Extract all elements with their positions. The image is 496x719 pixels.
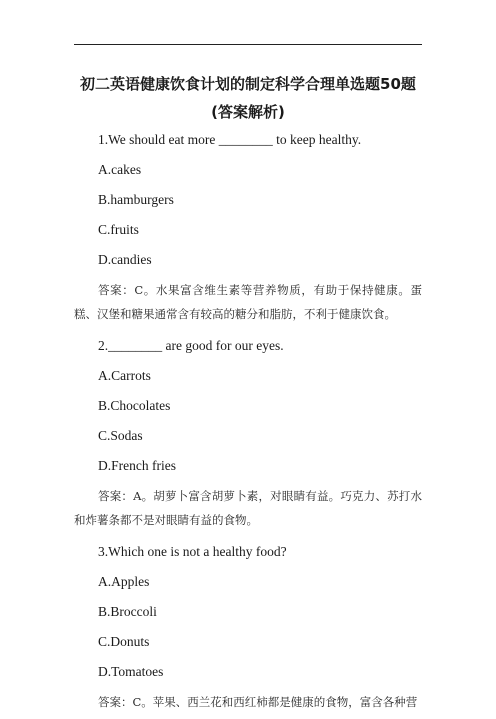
option-c: C.fruits	[98, 222, 139, 237]
question-stem: 2.________ are good for our eyes.	[98, 338, 284, 353]
option-b: B.Broccoli	[98, 604, 157, 619]
option-d: D.candies	[98, 252, 152, 267]
answer-explanation: 答案：C。苹果、西兰花和西红柿都是健康的食物，富含各种营	[98, 695, 418, 709]
question-block	[74, 331, 422, 532]
answer-explanation: 答案：A。胡萝卜富含胡萝卜素，对眼睛有益。巧克力、苏打水和炸薯条都不是对眼睛有益的食物。	[74, 489, 422, 527]
option-a: A.Apples	[98, 574, 150, 589]
option-a: A.Carrots	[98, 368, 151, 383]
option-c: C.Donuts	[98, 634, 150, 649]
option-a: A.cakes	[98, 162, 142, 177]
option-c: C.Sodas	[98, 428, 143, 443]
document-title: 初二英语健康饮食计划的制定科学合理单选题50题(答案解析)	[80, 75, 416, 121]
option-b: B.Chocolates	[98, 398, 171, 413]
question-stem: 3.Which one is not a healthy food?	[98, 544, 287, 559]
option-b: B.hamburgers	[98, 192, 174, 207]
option-d: D.French fries	[98, 458, 176, 473]
answer-explanation: 答案：C。水果富含维生素等营养物质，有助于保持健康。蛋糕、汉堡和糖果通常含有较高的糖分和脂肪，不利于健康饮食。	[74, 283, 422, 321]
question-block	[74, 125, 422, 326]
header-rule	[74, 44, 422, 45]
option-d: D.Tomatoes	[98, 664, 164, 679]
question-block	[74, 537, 422, 714]
question-stem: 1.We should eat more ________ to keep healthy.	[98, 132, 362, 147]
question-list	[74, 125, 422, 719]
